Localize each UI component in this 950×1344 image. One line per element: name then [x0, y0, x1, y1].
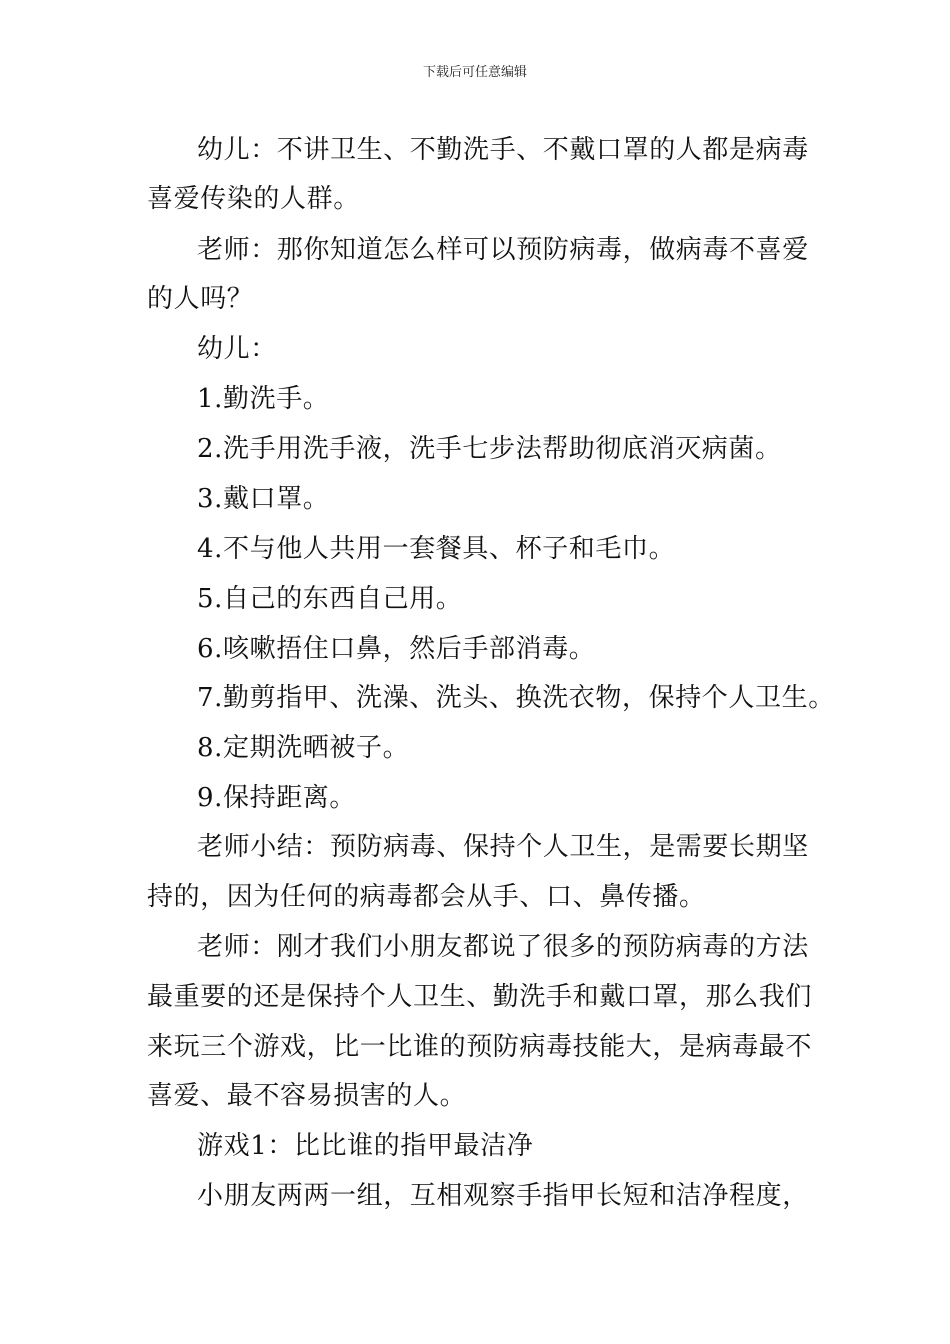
text-line: 来玩三个游戏，比一比谁的预防病毒技能大，是病毒最不	[147, 1032, 813, 1062]
page-header-note: 下载后可任意编辑	[422, 65, 527, 80]
list-item: 3.戴口罩。	[197, 484, 330, 514]
list-item: 6.咳嗽捂住口鼻，然后手部消毒。	[197, 634, 596, 664]
text-line: 老师小结：预防病毒、保持个人卫生，是需要长期坚	[197, 832, 809, 862]
text-line: 老师：刚才我们小朋友都说了很多的预防病毒的方法	[197, 932, 809, 962]
list-item: 8.定期洗晒被子。	[197, 733, 410, 763]
list-item: 4.不与他人共用一套餐具、杯子和毛巾。	[197, 534, 676, 564]
text-line: 喜爱传染的人群。	[147, 184, 360, 214]
list-item: 5.自己的东西自己用。	[197, 584, 463, 614]
text-line: 幼儿：	[197, 334, 277, 364]
list-item: 2.洗手用洗手液，洗手七步法帮助彻底消灭病菌。	[197, 434, 782, 464]
text-line: 的人吗？	[147, 284, 254, 314]
list-item: 1.勤洗手。	[197, 384, 330, 414]
text-line: 喜爱、最不容易损害的人。	[147, 1081, 467, 1111]
game-heading: 游戏1：比比谁的指甲最洁净	[197, 1131, 534, 1161]
text-line: 老师：那你知道怎么样可以预防病毒，做病毒不喜爱	[197, 235, 809, 265]
text-line: 最重要的还是保持个人卫生、勤洗手和戴口罩，那么我们	[147, 982, 813, 1012]
text-line: 持的，因为任何的病毒都会从手、口、鼻传播。	[147, 882, 706, 912]
list-item: 9.保持距离。	[197, 783, 357, 813]
text-line: 小朋友两两一组，互相观察手指甲长短和洁净程度，	[197, 1181, 809, 1211]
text-line: 幼儿：不讲卫生、不勤洗手、不戴口罩的人都是病毒	[197, 135, 809, 165]
list-item: 7.勤剪指甲、洗澡、洗头、换洗衣物，保持个人卫生。	[197, 683, 835, 713]
